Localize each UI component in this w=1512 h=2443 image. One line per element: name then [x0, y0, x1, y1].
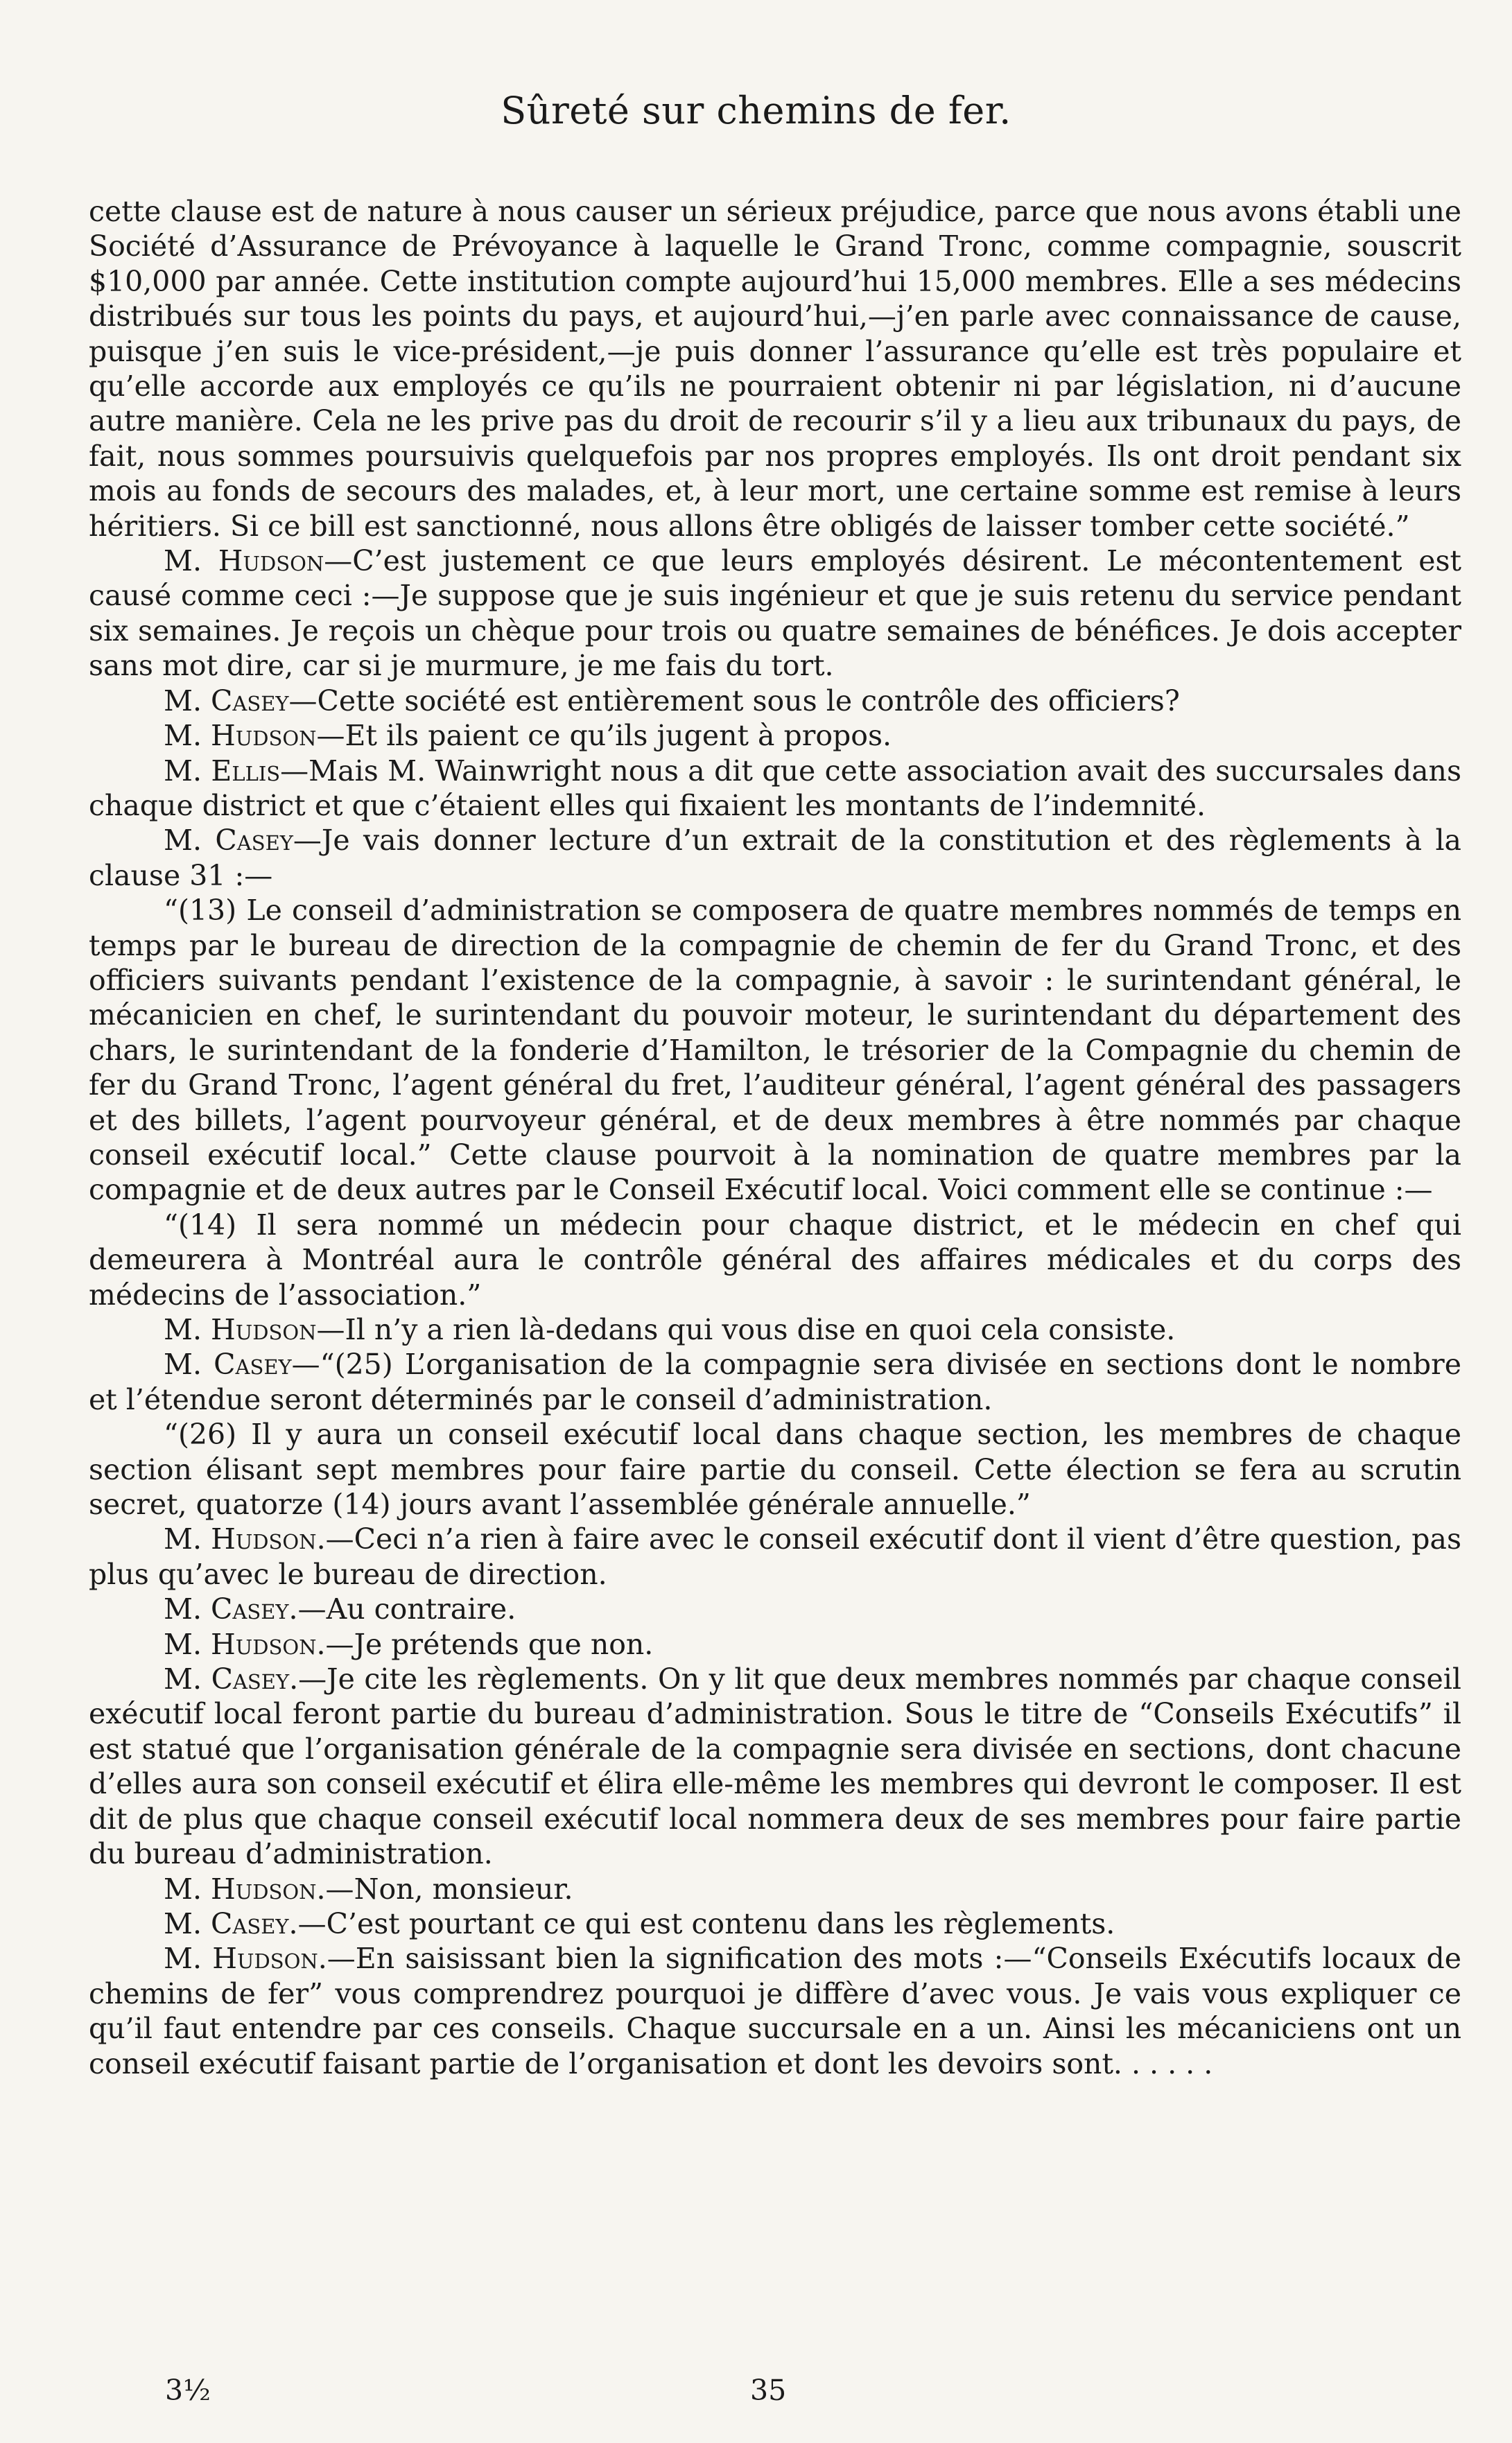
paragraph: M. Hudson—C’est justement ce que leurs employés désirent. Le mécontentement est causé comme ceci :—Je suppose que je suis ingénieur et que je suis retenu du service pendant six semaines. Je reçois un chèque pour trois ou quatre semaines de bénéfices. Je dois accepter sans mot dire, car si je murmure, je me fais du tort.	[89, 544, 1461, 683]
speaker: M. Casey	[164, 1592, 289, 1626]
body-text	[89, 194, 1461, 2081]
speaker: M. Casey	[164, 684, 289, 718]
paragraph: “(13) Le conseil d’administration se composera de quatre membres nommés de temps en temps par le bureau de direction de la compagnie de chemin de fer du Grand Tronc, et des officiers suivants pendant l’existence de la compagnie, à savoir : le surintendant général, le mécanicien en chef, le surintendant du pouvoir moteur, le surintendant du département des chars, le surintendant de la fonderie d’Hamilton, le trésorier de la Compagnie du chemin de fer du Grand Tronc, l’agent général du fret, l’auditeur général, l’agent général des passagers et des billets, l’agent pourvoyeur général, et de deux membres à être nommés par chaque conseil exécutif local.” Cette clause pourvoit à la nomination de quatre membres par la compagnie et de deux autres par le Conseil Exécutif local. Voici comment elle se continue :—	[89, 894, 1461, 1207]
speaker: M. Hudson	[164, 1313, 317, 1346]
speaker: M. Casey	[164, 1348, 292, 1382]
paragraph: cette clause est de nature à nous causer un sérieux préjudice, parce que nous avons établi une Société d’Assurance de Prévoyance à laquelle le Grand Tronc, comme compagnie, souscrit $10,000 par année. Cette institution compte aujourd’hui 15,000 membres. Elle a ses médecins distribués sur tous les points du pays, et aujourd’hui,—j’en parle avec connaissance de cause, puisque j’en suis le vice-président,—je puis donner l’assurance qu’elle est très populaire et qu’elle accorde aux employés ce qu’ils ne pourraient obtenir ni par législation, ni d’aucune autre manière. Cela ne les prive pas du droit de recourir s’il y a lieu aux tribunaux du pays, de fait, nous sommes poursuivis quelquefois par nos propres employés. Ils ont droit pendant six mois au fonds de secours des malades, et, à leur mort, une certaine somme est remise à leurs héritiers. Si ce bill est sanctionné, nous allons être obligés de laisser tomber cette société.”	[89, 195, 1461, 543]
paragraph: M. Hudson.—Je prétends que non.	[164, 1627, 654, 1661]
paragraph: M. Casey—Je vais donner lecture d’un extrait de la constitution et des règlements à la clause 31 :—	[89, 824, 1461, 892]
paragraph: M. Casey.—Je cite les règlements. On y lit que deux membres nommés par chaque conseil exécutif local feront partie du bureau d’administration. Sous le titre de “Conseils Exécutifs” il est statué que l’organisation générale de la compagnie sera divisée en sections, dont chacune d’elles aura son conseil exécutif et élira elle-même les membres qui devront le composer. Il est dit de plus que chaque conseil exécutif local nommera deux de ses membres pour faire partie du bureau d’administration.	[89, 1662, 1461, 1871]
paragraph: M. Hudson.—Non, monsieur.	[164, 1872, 573, 1906]
paragraph: M. Casey—Cette société est entièrement sous le contrôle des officiers?	[164, 684, 1180, 718]
paragraph: M. Casey—“(25) L’organisation de la compagnie sera divisée en sections dont le nombre et l’étendue seront déterminés par le conseil d’administration.	[89, 1348, 1461, 1416]
paragraph: M. Ellis—Mais M. Wainwright nous a dit que cette association avait des succursales dans chaque district et que c’étaient elles qui fixaient les montants de l’indemnité.	[89, 754, 1461, 822]
speaker: M. Hudson	[164, 544, 324, 578]
paragraph: M. Casey.—Au contraire.	[164, 1592, 516, 1626]
speaker: M. Hudson	[164, 1627, 317, 1661]
signature-mark: 3½	[165, 2374, 211, 2407]
paragraph: M. Hudson—Il n’y a rien là-dedans qui vous dise en quoi cela consiste.	[164, 1313, 1176, 1346]
speaker: M. Ellis	[164, 754, 281, 788]
paragraph: M. Hudson.—En saisissant bien la signification des mots :—“Conseils Exécutifs locaux de chemins de fer” vous comprendrez pourquoi je diffère d’avec vous. Je vais vous expliquer ce qu’il faut entendre par ces conseils. Chaque succursale en a un. Ainsi les mécaniciens ont un conseil exécutif faisant partie de l’organisation et dont les devoirs sont. . . . . .	[89, 1942, 1461, 2080]
speaker: M. Casey	[164, 1662, 290, 1696]
paragraph: M. Hudson.—Ceci n’a rien à faire avec le conseil exécutif dont il vient d’être question, pas plus qu’avec le bureau de direction.	[89, 1522, 1461, 1591]
speaker: M. Hudson	[164, 719, 317, 753]
speaker: M. Hudson	[164, 1872, 317, 1906]
page-number: 35	[750, 2374, 787, 2407]
paragraph: “(26) Il y aura un conseil exécutif local dans chaque section, les membres de chaque section élisant sept membres pour faire partie du conseil. Cette élection se fera au scrutin secret, quatorze (14) jours avant l’assemblée générale annuelle.”	[89, 1418, 1461, 1522]
speaker: M. Hudson	[164, 1522, 317, 1556]
paragraph: “(14) Il sera nommé un médecin pour chaque district, et le médecin en chef qui demeurera à Montréal aura le contrôle général des affaires médicales et du corps des médecins de l’association.”	[89, 1208, 1461, 1312]
paragraph: M. Hudson—Et ils paient ce qu’ils jugent à propos.	[164, 719, 892, 753]
page-title: Sûreté sur chemins de fer.	[501, 89, 1011, 132]
speaker: M. Casey	[164, 824, 293, 858]
speaker: M. Casey	[164, 1906, 289, 1940]
paragraph: M. Casey.—C’est pourtant ce qui est contenu dans les règlements.	[164, 1906, 1115, 1940]
speaker: M. Hudson	[164, 1942, 318, 1976]
